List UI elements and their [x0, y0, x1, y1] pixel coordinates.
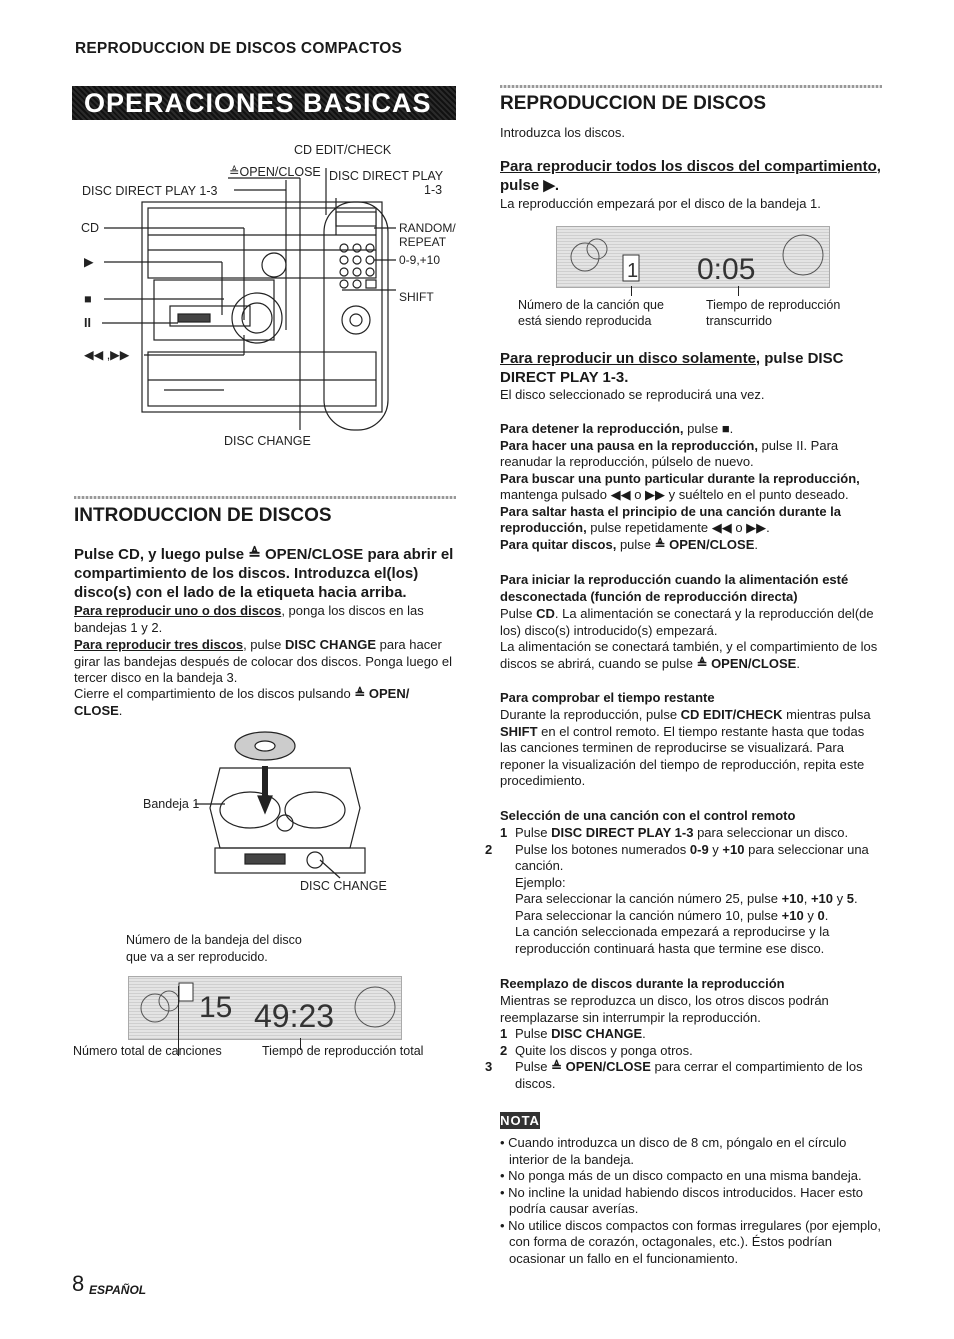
direct-heading: Para iniciar la reproducción cuando la alimentación esté desconectada (función de reproducción directa): [500, 572, 849, 604]
footer-language: ESPAÑOL: [89, 1283, 147, 1297]
nota-badge: NOTA: [500, 1113, 540, 1128]
caption-time-2: transcurrido: [706, 314, 772, 328]
display-track-number: 1: [627, 260, 639, 282]
link-one-two-discs: Para reproducir uno o dos discos: [74, 603, 282, 618]
caption-track-2: está siendo reproducida: [518, 314, 652, 328]
play-one-desc: El disco seleccionado se reproducirá una vez.: [500, 387, 765, 402]
label-disc-change-2: DISC CHANGE: [300, 879, 387, 893]
label-shift: SHIFT: [399, 290, 434, 304]
label-numbers: 0-9,+10: [399, 253, 441, 267]
play-heading: REPRODUCCION DE DISCOS: [500, 93, 767, 114]
label-cd-edit: CD EDIT/CHECK: [294, 143, 392, 157]
display-total: [128, 976, 402, 1040]
label-random: RANDOM/: [399, 221, 456, 235]
intro-instruction: Pulse CD, y luego pulse ≜ OPEN/CLOSE para abrir el compartimiento de los discos. Introduzca el(los) disco(s) con el lado de la etiqueta hacia arriba.: [74, 546, 454, 601]
caption-total-tracks: Número total de canciones: [73, 1044, 222, 1058]
label-disc-direct-left: DISC DIRECT PLAY 1-3: [82, 184, 218, 198]
tray-diagram: [140, 728, 390, 898]
remote-steps: 1 Pulse DISC DIRECT PLAY 1-3 para seleccionar un disco. 2 Pulse los botones numerados 0-9 y +10 para seleccionar una canción. Ejemplo: Para seleccionar la canción número 25, pulse +10, +10 y 5. Para seleccionar la canción número 10, pulse +10 y 0. La canción seleccionada empezará a reproducirse y la reproducción continuará hasta que termine ese disco.: [485, 825, 869, 956]
display-total-tracks: 15: [199, 991, 233, 1024]
section-title: REPRODUCCION DE DISCOS COMPACTOS: [75, 40, 403, 57]
display-total-time: 49:23: [254, 998, 335, 1034]
label-play: ▶: [84, 255, 94, 269]
caption-time-1: Tiempo de reproducción: [706, 298, 841, 312]
replace-heading: Reemplazo de discos durante la reproducción: [500, 976, 785, 991]
intro-paragraph-1: Para reproducir uno o dos discos, ponga los discos en las bandejas 1 y 2.: [74, 603, 424, 635]
replace-steps: Mientras se reproduzca un disco, los otros discos podrán reemplazarse sin interrumpir la reproducción. 1 Pulse DISC CHANGE. 2 Quite los discos y ponga otros. 3 Pulse ≜ OPEN/CLOSE para cerrar el compartimiento de los discos.: [485, 993, 863, 1091]
label-open-close: ≜OPEN/CLOSE: [229, 165, 321, 179]
label-pause: II: [84, 316, 91, 330]
intro-paragraph-2: Para reproducir tres discos, pulse DISC CHANGE para hacer girar las bandejas después de colocar dos discos. Ponga luego el tercer disco en la bandeja 3.: [74, 637, 452, 685]
nota-item: • No utilice discos compactos con formas irregulares (por ejemplo, con forma de corazón, octagonales, etc.). Éstos podrían ocasionar un fallo en el funcionamiento.: [500, 1217, 881, 1266]
intro-paragraph-3: Cierre el compartimiento de los discos pulsando ≜ OPEN/ CLOSE.: [74, 686, 410, 718]
nota-list: [500, 1135, 882, 1267]
label-tray-1: Bandeja 1: [143, 797, 200, 811]
label-cd: CD: [81, 221, 100, 235]
play-intro: Introduzca los discos.: [500, 125, 626, 140]
label-disc-direct-right: DISC DIRECT PLAY: [329, 169, 444, 183]
unit-diagram: [74, 140, 456, 455]
label-disc-change: DISC CHANGE: [224, 434, 311, 448]
nota-item: • No ponga más de un disco compacto en una misma bandeja.: [500, 1168, 862, 1183]
display-elapsed-time: 0:05: [697, 253, 756, 286]
remote-outline: [324, 202, 388, 430]
direct-text: Pulse CD. La alimentación se conectará y la reproducción del(de los) disco(s) introducido(s) empezará. La alimentación se conectará también, y el compartimiento de los discos se abrirá, cuando se pulse ≜ OPEN/CLOSE.: [500, 606, 878, 671]
play-all-heading: Para reproducir todos los discos del compartimiento, pulse ▶.: [500, 158, 881, 194]
remaining-heading: Para comprobar el tiempo restante: [500, 690, 715, 705]
remaining-text: Durante la reproducción, pulse CD EDIT/CHECK mientras pulsa SHIFT en el control remoto. El tiempo restante hasta que todas las canciones terminen de reproducirse se visualizará. Para reponer la visualización del tiempo de reproducción, repita este procedimiento.: [500, 707, 871, 788]
nota-item: • Cuando introduzca un disco de 8 cm, póngalo en el círculo interior de la bandeja.: [500, 1135, 847, 1167]
label-disc-direct-range: 1-3: [424, 183, 443, 197]
page-number: 8: [72, 1271, 85, 1296]
play-all-desc: La reproducción empezará por el disco de la bandeja 1.: [500, 196, 821, 211]
caption-track-1: Número de la canción que: [518, 298, 664, 312]
label-skip: ◀◀ ,▶▶: [84, 348, 130, 362]
banner-title: OPERACIONES BASICAS: [72, 86, 456, 120]
intro-heading: INTRODUCCION DE DISCOS: [74, 505, 332, 526]
play-controls: Para detener la reproducción, pulse ■. Para hacer una pausa en la reproducción, pulse II. Para reanudar la reproducción, púlselo de nuevo. Para buscar una punto particular durante la reproducción, mantenga pulsado ◀◀ o ▶▶ y suéltelo en el punto deseado. Para saltar hasta el principio de una canción durante la reproducción, pulse repetidamente ◀◀ o ▶▶. Para quitar discos, pulse ≜ OPEN/CLOSE.: [500, 421, 860, 552]
label-repeat: REPEAT: [399, 235, 447, 249]
divider-right: [500, 85, 882, 88]
nota-item: • No incline la unidad habiendo discos introducidos. Hacer esto podría causar averías.: [500, 1184, 863, 1216]
tray-number-caption-1: Número de la bandeja del disco: [126, 933, 302, 947]
link-three-discs: Para reproducir tres discos: [74, 637, 244, 652]
display-playing: [556, 226, 830, 288]
caption-total-time: Tiempo de reproducción total: [262, 1044, 424, 1058]
label-stop: ■: [84, 292, 92, 306]
remote-heading: Selección de una canción con el control remoto: [500, 808, 796, 823]
divider: [74, 496, 456, 499]
play-one-heading: Para reproducir un disco solamente, pulse DISC DIRECT PLAY 1-3.: [500, 350, 844, 386]
tray-number-caption-2: que va a ser reproducido.: [126, 950, 268, 964]
